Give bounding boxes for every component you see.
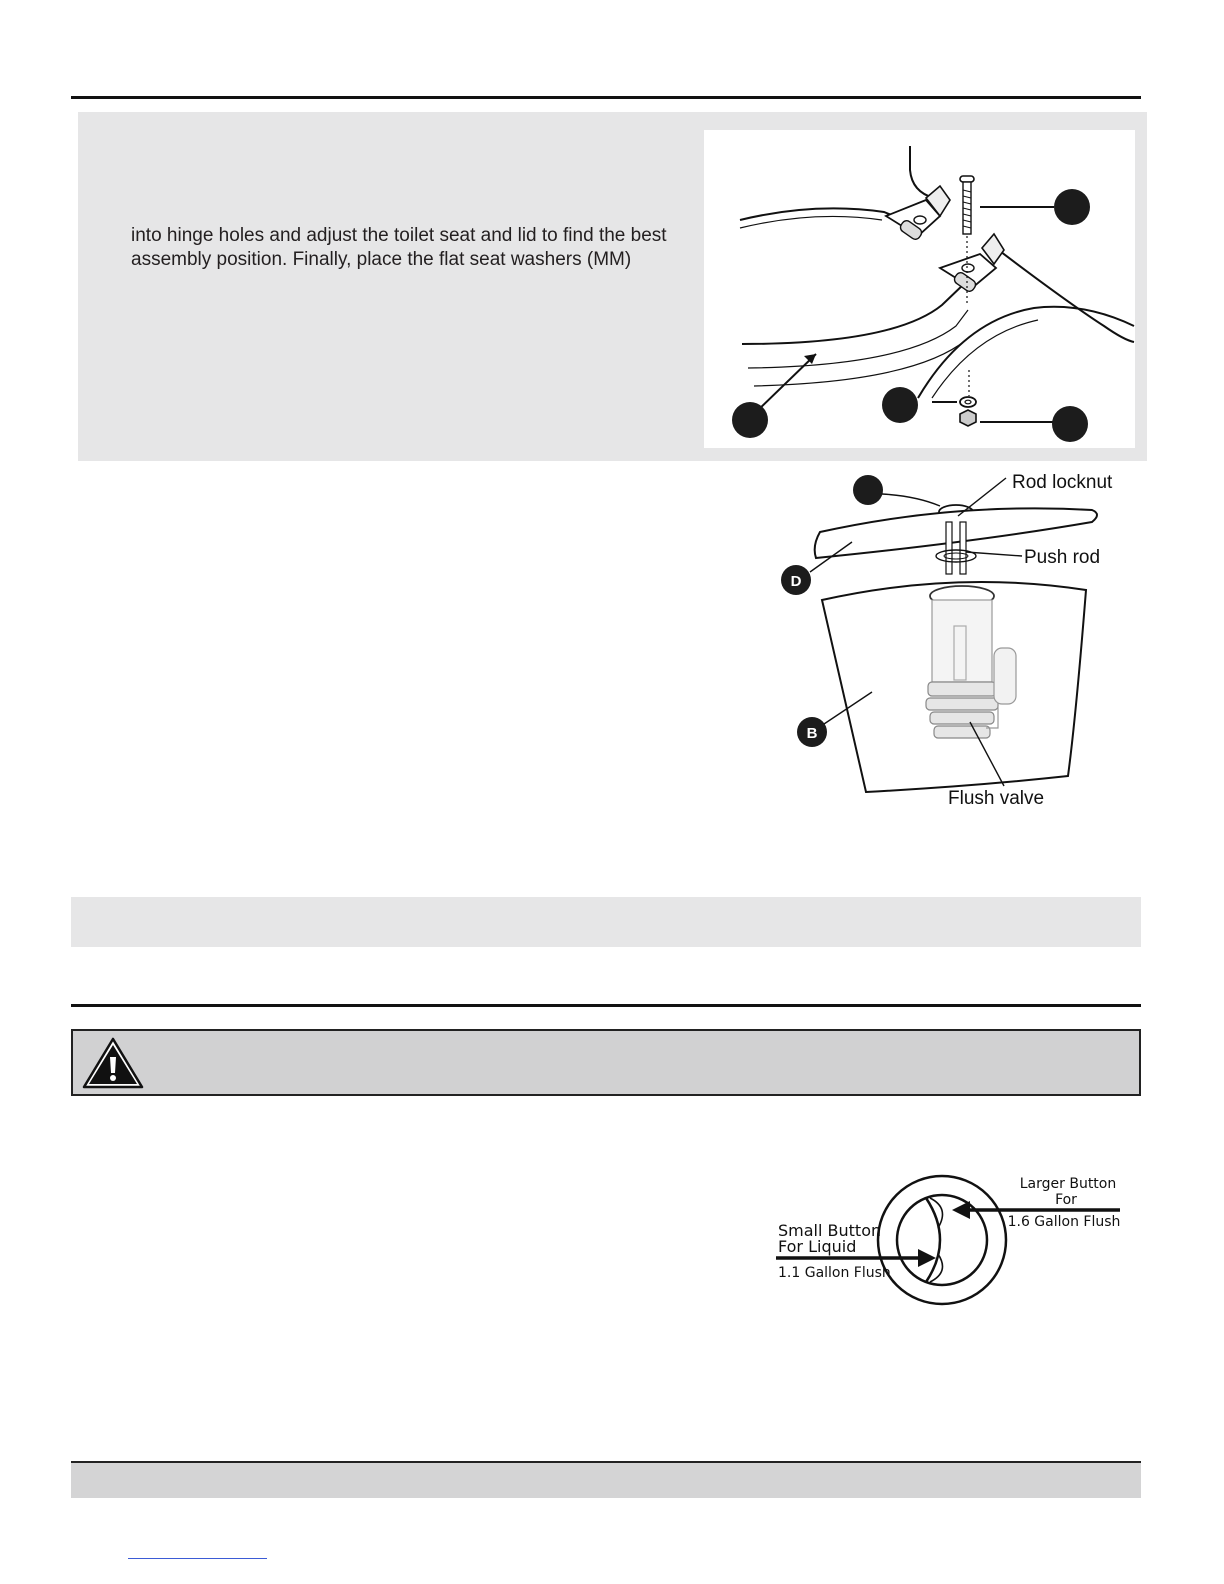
footer-band <box>71 1461 1141 1498</box>
warning-triangle-icon <box>81 1035 145 1091</box>
large-button-label-line1: Larger Button <box>1019 1176 1117 1192</box>
section-rule <box>71 1004 1141 1007</box>
flush-valve-label: Flush valve <box>948 788 1045 809</box>
warning-box <box>71 1029 1141 1096</box>
part-badge-washer <box>882 387 918 423</box>
tank-assembly-diagram <box>776 466 1136 816</box>
small-button-volume: 1.1 Gallon Flush <box>778 1265 891 1281</box>
dual-flush-button-diagram <box>774 1168 1124 1308</box>
seat-hinge-figure <box>704 130 1135 448</box>
small-button-label-line2: For Liquid <box>778 1237 857 1256</box>
push-rod-label: Push rod <box>1024 547 1101 568</box>
toilet-seat-hinge-assembly-diagram <box>704 130 1135 448</box>
seat-installation-text <box>131 224 701 272</box>
top-rule <box>71 96 1141 99</box>
dual-flush-button-figure <box>774 1168 1124 1308</box>
badge-b-label: B <box>806 725 818 742</box>
text-line-1: into hinge holes and adjust the toilet seat and lid to find the best <box>131 225 667 246</box>
large-button-volume: 1.6 Gallon Flush <box>1007 1214 1121 1230</box>
part-badge-bolt <box>1054 189 1090 225</box>
part-badge-seat <box>732 402 768 438</box>
badge-d-label: D <box>790 573 802 590</box>
part-badge-nut <box>1052 406 1088 442</box>
part-badge-button <box>853 475 883 505</box>
footer-link-underline[interactable] <box>128 1558 267 1559</box>
small-button-label-line1: Small Button <box>778 1221 882 1240</box>
note-band <box>71 897 1141 947</box>
text-line-2: assembly position. Finally, place the flat seat washers (MM) <box>131 249 632 270</box>
large-button-label-line2: For <box>1055 1192 1077 1208</box>
tank-flush-valve-figure <box>776 466 1136 816</box>
rod-locknut-label: Rod locknut <box>1012 472 1113 493</box>
